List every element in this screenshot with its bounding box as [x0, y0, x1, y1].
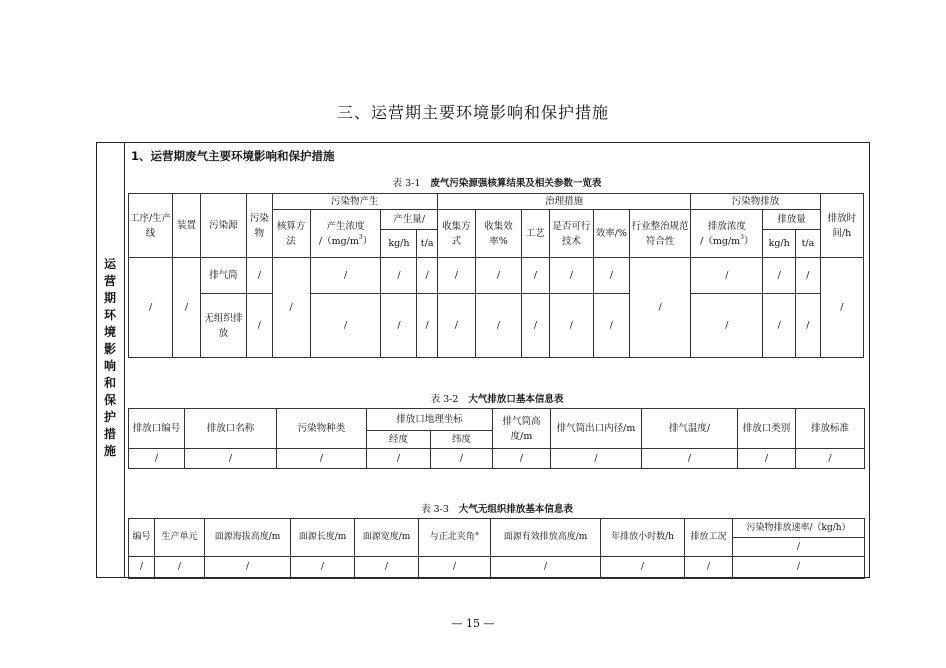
cell: /	[601, 557, 685, 579]
th-standard: 排放标准	[796, 409, 865, 449]
side-label	[96, 256, 124, 460]
side-label-char: 保	[103, 393, 116, 407]
cell: /	[763, 258, 796, 294]
side-label-char: 环	[103, 308, 116, 322]
th-no: 编号	[129, 519, 155, 557]
side-label-char: 措	[103, 427, 116, 441]
cell: /	[733, 538, 865, 557]
th-outlet-name: 排放口名称	[185, 409, 277, 449]
cell: /	[685, 557, 733, 579]
cell: /	[491, 557, 601, 579]
th-emis-amount: 排放量	[763, 210, 820, 230]
side-label-char: 期	[103, 291, 116, 305]
cell: /	[691, 294, 763, 358]
cell: /	[593, 258, 629, 294]
th-altitude: 面源海拔高度/m	[205, 519, 291, 557]
th-lat: 纬度	[431, 431, 493, 449]
cell: /	[820, 258, 863, 358]
src-fugitive: 无组织排放	[200, 294, 246, 358]
cell: /	[185, 449, 277, 469]
cell: /	[417, 258, 438, 294]
cell: /	[381, 258, 417, 294]
cell: /	[129, 557, 155, 579]
cell: /	[419, 557, 491, 579]
th-outlet-type: 排放口类别	[738, 409, 796, 449]
th-device: 装置	[173, 194, 201, 258]
cell: /	[475, 294, 521, 358]
cell: /	[642, 449, 738, 469]
th-emission-time: 排放时间/h	[820, 194, 863, 258]
cell: /	[551, 449, 642, 469]
section-heading: 1、运营期废气主要环境影响和保护措施	[131, 149, 335, 163]
th-condition: 排放工况	[685, 519, 733, 557]
side-label-char: 和	[103, 376, 116, 390]
cell: /	[549, 294, 593, 358]
emission-calc-table	[128, 193, 864, 358]
cell: /	[272, 258, 310, 358]
table3-caption	[124, 501, 870, 515]
th-outlet-no: 排放口编号	[129, 409, 185, 449]
fugitive-emission-table	[128, 518, 865, 579]
th-source: 污染源	[200, 194, 246, 258]
th-emis-kgh: kg/h	[763, 230, 796, 258]
cell: /	[437, 258, 475, 294]
cell: /	[796, 294, 821, 358]
side-label-char: 护	[103, 410, 116, 424]
side-label-char: 运	[103, 257, 116, 271]
outlet-info-table	[128, 408, 865, 469]
table1-caption	[124, 175, 870, 189]
cell: /	[310, 294, 381, 358]
side-label-char: 影	[103, 342, 116, 356]
table3-caption-text: 大气无组织排放基本信息表	[458, 504, 573, 515]
th-collect-eff: 收集效率%	[475, 210, 521, 258]
cell: /	[796, 449, 865, 469]
side-label-char: 响	[103, 359, 116, 373]
side-label-char: 境	[103, 325, 116, 339]
cell: /	[277, 449, 367, 469]
cell: /	[129, 449, 185, 469]
side-label-char: 施	[103, 444, 116, 458]
th-accounting-method: 核算方法	[272, 210, 310, 258]
cell: /	[522, 258, 550, 294]
cell: /	[431, 449, 493, 469]
page-number: — 15 —	[451, 617, 495, 630]
cell: /	[475, 258, 521, 294]
th-compliance: 行业整治规范符合性	[629, 210, 691, 258]
table2-caption-label: 表 3-2	[430, 394, 459, 405]
cell: /	[381, 294, 417, 358]
cell: /	[629, 258, 691, 358]
th-rate: 污染物排放速率/（kg/h）	[733, 519, 865, 538]
table2-caption-text: 大气排放口基本信息表	[468, 394, 564, 405]
cell: /	[763, 294, 796, 358]
cell: /	[205, 557, 291, 579]
th-pollutant: 污染物	[247, 194, 273, 258]
th-treatment-group: 治理措施	[437, 194, 691, 210]
th-generation-group: 污染物产生	[272, 194, 437, 210]
cell: /	[173, 258, 201, 358]
th-emis-ta: t/a	[796, 230, 821, 258]
cell: /	[733, 557, 865, 579]
th-process-line: 工序/生产线	[129, 194, 173, 258]
th-emission-group: 污染物排放	[691, 194, 820, 210]
th-stack-height: 排气筒高度/m	[493, 409, 551, 449]
th-temp: 排气温度/	[642, 409, 738, 449]
th-angle: 与正北夹角°	[419, 519, 491, 557]
th-craft: 工艺	[522, 210, 550, 258]
th-lon: 经度	[367, 431, 431, 449]
cell: /	[247, 258, 273, 294]
table3-caption-label: 表 3-3	[421, 504, 449, 515]
th-emis-conc: 排放浓度 $/(mg/m^3)$	[691, 210, 763, 258]
cell: /	[129, 258, 173, 358]
cell: /	[155, 557, 205, 579]
th-unit: 生产单元	[155, 519, 205, 557]
th-feasible: 是否可行技术	[549, 210, 593, 258]
cell: /	[493, 449, 551, 469]
cell: /	[417, 294, 438, 358]
table2-caption	[124, 391, 870, 405]
th-eff-height: 面源有效排放高度/m	[491, 519, 601, 557]
side-label-char: 营	[103, 274, 116, 288]
cell: /	[691, 258, 763, 294]
th-gen-ta: t/a	[417, 230, 438, 258]
cell: /	[738, 449, 796, 469]
cell: /	[437, 294, 475, 358]
page-title: 三、运营期主要环境影响和保护措施	[336, 103, 609, 122]
th-collect-method: 收集方式	[437, 210, 475, 258]
th-hours: 年排放小时数/h	[601, 519, 685, 557]
cell: /	[593, 294, 629, 358]
cell: /	[291, 557, 355, 579]
table1-caption-label: 表 3-1	[392, 178, 421, 189]
cell: /	[310, 258, 381, 294]
cell: /	[549, 258, 593, 294]
cell: /	[796, 258, 821, 294]
th-gen-kgh: kg/h	[381, 230, 417, 258]
th-coords: 排放口地理坐标	[367, 409, 493, 431]
th-length: 面源长度/m	[291, 519, 355, 557]
src-stack: 排气筒	[200, 258, 246, 294]
th-gen-conc: 产生浓度 $/(mg/m^3)$	[310, 210, 381, 258]
th-width: 面源宽度/m	[355, 519, 419, 557]
cell: /	[247, 294, 273, 358]
th-efficiency: 效率/%	[593, 210, 629, 258]
th-pollutant-type: 污染物种类	[277, 409, 367, 449]
th-gen-amount: 产生量/	[381, 210, 437, 230]
table1-caption-text: 废气污染源强核算结果及相关参数一览表	[430, 178, 602, 189]
th-stack-diam: 排气筒出口内径/m	[551, 409, 642, 449]
cell: /	[355, 557, 419, 579]
cell: /	[367, 449, 431, 469]
cell: /	[522, 294, 550, 358]
